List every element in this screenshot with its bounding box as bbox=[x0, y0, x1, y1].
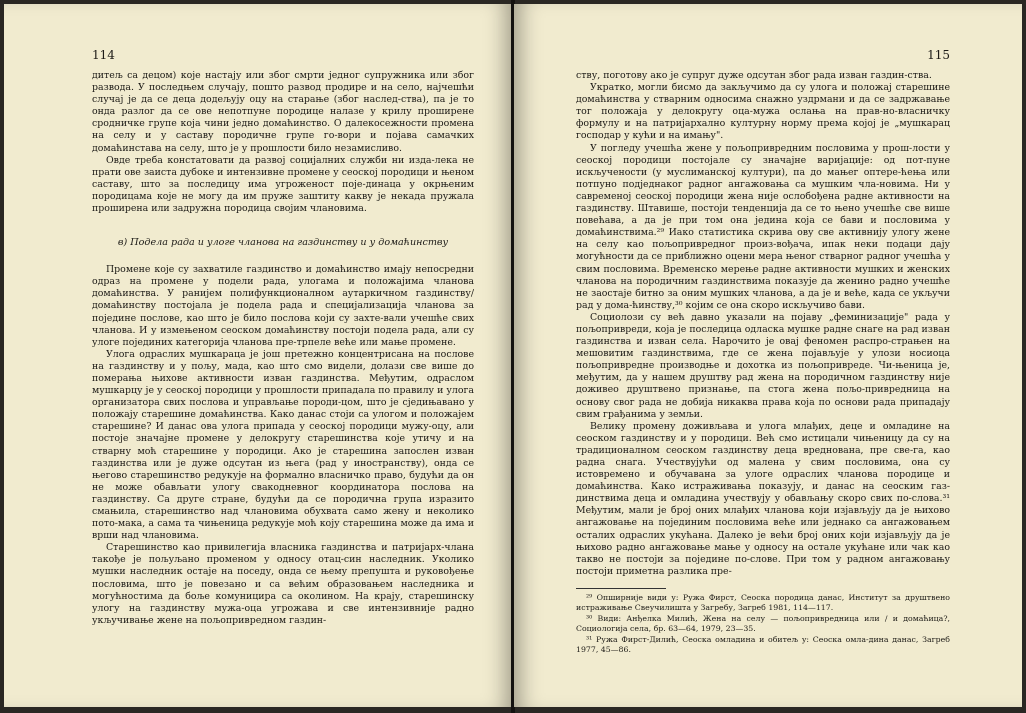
left-page bbox=[4, 4, 512, 707]
paragraph: Укратко, могли бисмо да закључимо да су улога и положај старешине домаћинства у стварним односима снажно уздрмани и да се задржавање тог положаја у делокругу оца-мужа ослања на прав-но-власничку формулу и на патријархално културну норму према којој је „мушкарац господар у кући и на имању". bbox=[576, 82, 950, 142]
paragraph: Велику промену доживљава и улога млађих, деце и омладине на сеоском газдинству и у породици. Већ смо истицали чињеницу да су на традиционалном сеоском газдинству деца вреднована, пре све-га, као радна снага. Учествујући од малена у свим пословима, она су истовремено и обучавана за улоге одраслих чланова породице и домаћинства. Како истраживања показују, и данас на сеоским газ-динствима деца и омладина учествују у обављању скоро свих по-слова.³¹ Међутим, мали је број оних млађих чланова који изјављују да је њихово ангажовање на појединим пословима веће или једнако са ангажовањем осталих одраслих укућана. Далеко је већи број оних који изјављују да је њихово радно ангажовање мање у односу на остале укућане или чак као такво не постоји за поједине по-слове. При том у радном ангажовању постоји приметна разлика пре- bbox=[576, 420, 950, 577]
paragraph: Улога одраслих мушкараца је још претежно концентрисана на послове на газдинству и у пољу, мада, као што смо видели, долази све више до померања њихове активности изван газдинства. Међутим, одраслом мушкарцу је у сеоској породици у прошлости припадала по правилу и улога организатора свих послова и управљање породи-цом, што је сједињавано у положају старешине домаћинства. Како данас стоји са улогом и положајем старешине? И данас ова улога припада у сеоској породици мужу-оцу, али постоје значајне промене у делокругу старешинства које утичу и на стварну моћ старешине у породици. Ако је старешина запослен изван газдинства или је дуже одсутан из њега (рад у иностранству), онда се његово старешинство редукује на формално власничко право, будући да он не може обављати улогу свакодневног координатора послова на газдинству. Са друге стране, будући да се породична група изразито смањила, старешинство над члановима обухвата само жену и неколико пото-мака, а сама та чињеница редукује моћ коју старешина може да има и врши над члановима. bbox=[92, 348, 474, 542]
page-number-left: 114 bbox=[92, 48, 115, 62]
paragraph: дитељ са децом) које настају или због смрти једног супружника или због развода. У последњем случају, пошто развод продире и на село, најчешћи случај је да се деца додељују оцу на старање (због наслед-ства), па је то онда разлог да се ове непотпуне породице налазе у крилу проширене сродничке групе која чини једно домаћинство. О далекосежности промена на селу и у саставу породичне групе го-вори и појава самачких домаћинстава на селу, што је у прошлости било незамисливо. bbox=[92, 70, 474, 154]
paragraph: Овде треба констатовати да развој социјалних служби ни изда-лека не прати ове заиста дубоке и интензивне промене у сеоској породици и њеном саставу, што за последицу има угроженост поје-динаца у окрњеним породицама које не могу да им пруже заштиту какву је некада пружала проширена или задружна породица својим члановима. bbox=[92, 154, 474, 215]
paragraph: Старешинство као привилегија власника газдинства и патријарх-чланa такође је пољуљано променом у односу отац-син наследник. Уколико мушки наследник остаје на поседу, онда се њему препушта и руковођење пословима, што је повезано и са већим образовањем наследника и могућностима да боље комуницира са околином. На крају, старешинску улогу на газдинству мужа-оца угрожава и све интензивније радно укључивање жене на пољопривредном газдин- bbox=[92, 542, 474, 626]
paragraph: Промене које су захватиле газдинство и домаћинство имају непосредни одраз на промене у подели рада, улогама и положајима чланова домаћинства. У ранијем полифункционалном аутаркичном газдинству/домаћинству постојала је подела рада и специјализација чланова за поједине послове, као што је било послова који су захте-вали учешће свих чланова. И у измењеном сеоском домаћинству постоји подела рада, али су улоге појединих категорија чланова пре-трпеле веће или мање промене. bbox=[92, 264, 474, 348]
footnote: ³¹ Ружа Фирст-Дилић, Сеоска омладина и обитељ у: Сеоска омла-дина данас, Загреб 1977, 45—86. bbox=[576, 634, 950, 654]
paragraph: У погледу учешћа жене у пољопривредним пословима у прош-лости у сеоској породици постојале су значајне варијације: од пот-пуне искључености (у муслиманској култури), па до мањег оптере-ћења или потпуно подједнаког радног ангажовања са мушким чла-новима. Ни у савременој сеоској породици жена није ослобођена радне активности на газдинству. Штавише, постоји тенденција да се то њено учешће све више повећава, а да је при том она једина која се бави и пословима у домаћинствима.²⁹ Иако статистика скрива ову све активнију улогу жене на селу као пољопривредног произ-вођача, ипак неки подаци дају могућности да се приближно оцени мера њеног стварног радног учешћа у свим пословима. Временско мерење радне активности мушких и женских чланова на породичним газдинствима показује да женино радно учешће не заостаје битно за оним мушких чланова, а да је и веће, када се укључи рад у дома-ћинству,³⁰ којим се она скоро искључиво бави. bbox=[576, 142, 950, 311]
paragraph: ству, поготову ако је супруг дуже одсутан због рада изван газдин-ства. bbox=[576, 70, 932, 81]
section-heading: в) Подела рада и улоге чланова на газдинству и у домаћинству bbox=[117, 237, 449, 249]
page-number-right: 115 bbox=[927, 48, 950, 62]
footnote: ³⁰ Види: Анђелка Милић, Жена на селу — пољопривредница или / и домаћица?, Социологија села, бр. 63—64, 1979, 23—35. bbox=[576, 613, 950, 633]
right-page bbox=[514, 4, 1022, 707]
footnote: ²⁹ Опширније види у: Ружа Фирст, Сеоска породица данас, Институт за друштвено истраживање Свеучилишта у Загребу, Загреб 1981, 114—117. bbox=[576, 592, 950, 612]
paragraph: Социолози су већ давно указали на појаву „феминизације" рада у пољопривреди, која је последица одласка мушке радне снаге на рад изван газдинства и изван села. Нарочито је овај феномен распро-страњен на мешовитим газдинствима, где се жена појављује у улози носиоца пољопривредне производње и дохотка из пољопривреде. Чи-њеница је, међутим, да у нашем друштву рад жена на породичном газдинству није доживео друштвено признање, па стога жена пољо-привредница на основу свог рада не добија никаква права која по основи рада припадају свим грађанима у земљи. bbox=[576, 311, 950, 420]
footnote-separator bbox=[576, 588, 666, 589]
